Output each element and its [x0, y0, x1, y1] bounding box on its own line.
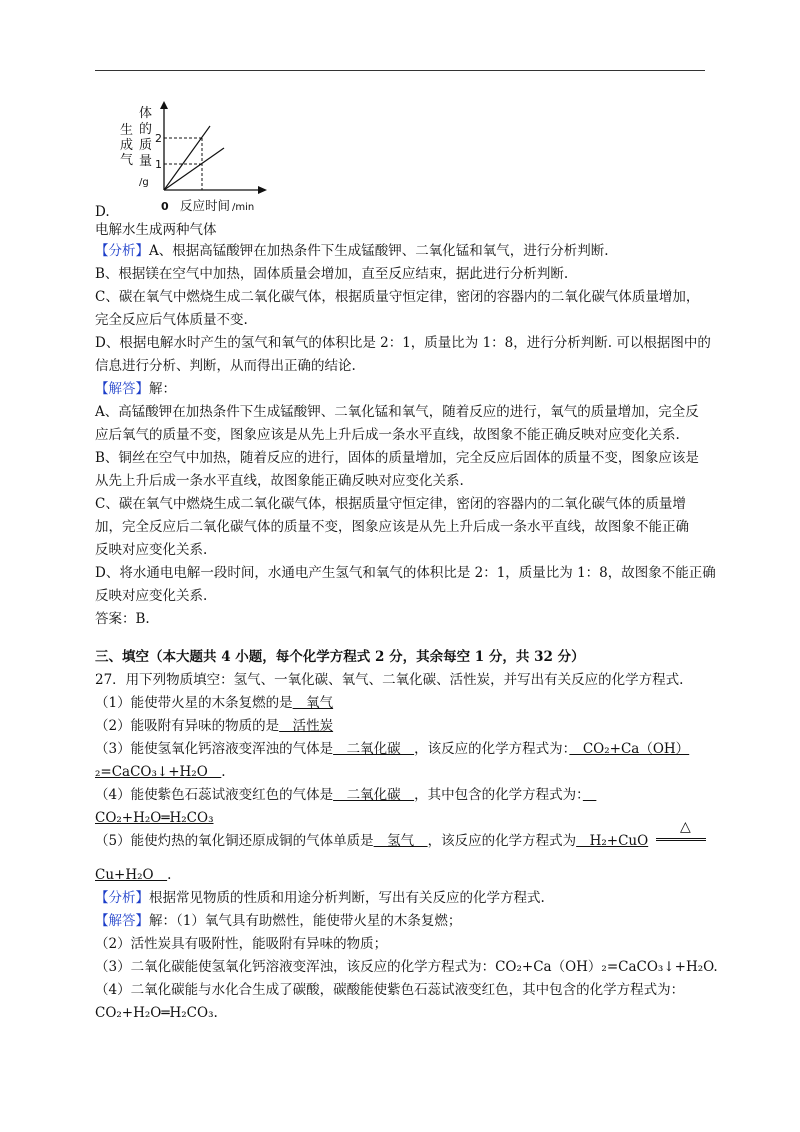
q3-end: .: [221, 764, 226, 780]
analysis-line-5: D、根据电解水时产生的氢气和氧气的体积比是 2：1，质量比为 1：8，进行分析判断. 可以根据图中的: [95, 335, 711, 351]
q4-equation: CO₂+H₂O═H₂CO₃: [95, 810, 214, 826]
ylabel-right-2: 质: [139, 138, 153, 153]
analysis-text-a: A、根据高锰酸钾在加热条件下生成锰酸钾、二氧化锰和氧气，进行分析判断.: [149, 243, 609, 259]
q27-solution-1: [95, 912, 710, 930]
question-27: 27．用下列物质填空：氢气、一氧化碳、氧气、二氧化碳、活性炭，并写出有关反应的化学方程式.: [95, 672, 684, 688]
ytick-1: 1: [155, 158, 162, 171]
q27-solution-2: （2）活性炭具有吸附性，能吸附有异味的物质；: [95, 936, 388, 952]
ylabel-left-1: 成: [120, 138, 134, 153]
q27-part-1: [95, 694, 710, 712]
q3-answer: 二氧化碳: [333, 741, 415, 757]
q5-equation-a: H₂+CuO: [576, 833, 649, 849]
q27-part-5: [95, 832, 710, 850]
solution-line-3: B、铜丝在空气中加热，随着反应的进行，固体的质量增加，完全反应后固体的质量不变，图象应该是: [95, 450, 699, 466]
q27-part-4-cont: [95, 809, 710, 827]
q3-mid: ，该反应的化学方程式为：: [414, 741, 570, 757]
section-heading: 三、填空（本大题共 4 小题，每个化学方程式 2 分，其余每空 1 分，共 32 分）: [95, 649, 585, 665]
q27-solution-text-1: 解：（1）氧气具有助燃性，能使带火星的木条复燃；: [149, 913, 462, 929]
analysis-tag: 【分析】: [95, 243, 149, 259]
analysis-line-2: B、根据镁在空气中加热，固体质量会增加，直至反应结束，据此进行分析判断.: [95, 266, 569, 282]
q27-solution-5: CO₂+H₂O═H₂CO₃.: [95, 1005, 218, 1021]
q4-blank: [583, 787, 597, 803]
q1-prompt: （1）能使带火星的木条复燃的是: [95, 695, 293, 711]
x-unit: /min: [232, 202, 255, 212]
q27-part-2: [95, 717, 710, 735]
q5-end: .: [167, 867, 172, 883]
q27-analysis-text: 根据常见物质的性质和用途分析判断，写出有关反应的化学方程式.: [149, 890, 545, 906]
q27-part-5-cont: [95, 866, 710, 884]
gas-mass-chart: [112, 100, 272, 212]
q27-part-3-cont: [95, 763, 710, 781]
q3-equation-a: CO₂+Ca（OH）: [569, 741, 690, 757]
ylabel-right-1: 的: [139, 122, 153, 137]
q4-mid: ，其中包含的化学方程式为：: [414, 787, 583, 803]
solution-line-9: 反映对应变化关系.: [95, 588, 208, 604]
y-unit: /g: [139, 177, 149, 188]
solution-line-6: 加，完全反应后二氧化碳气体的质量不变，图象应该是从先上升后成一条水平直线，故图象不能正确: [95, 519, 689, 535]
ytick-2: 2: [155, 132, 162, 145]
series-line-1: [164, 126, 210, 190]
solution-intro: 解：: [149, 381, 176, 397]
xlabel: 反应时间: [180, 198, 231, 212]
solution-line-7: 反映对应变化关系.: [95, 542, 208, 558]
solution-line-1: A、高锰酸钾在加热条件下生成锰酸钾、二氧化锰和氧气，随着反应的进行，氧气的质量增加，完全反: [95, 404, 699, 420]
ylabel-left-0: 生: [120, 123, 134, 138]
analysis-line-4: 完全反应后气体质量不变.: [95, 312, 248, 328]
q5-answer: 氢气: [373, 833, 428, 849]
q3-equation-b: ₂=CaCO₃↓+H₂O: [95, 764, 222, 780]
solution-line-0: [95, 380, 710, 398]
origin-label: 0: [161, 200, 169, 212]
heating-condition-icon: △: [680, 819, 691, 835]
q3-prompt: （3）能使氢氧化钙溶液变浑浊的气体是: [95, 741, 334, 757]
q27-part-4: [95, 786, 710, 804]
header-rule: [95, 70, 705, 71]
solution-line-2: 应后氧气的质量不变，图象应该是从先上升后成一条水平直线，故图象不能正确反映对应变化关系.: [95, 427, 680, 443]
solution-tag: 【解答】: [95, 381, 149, 397]
option-d-text: 电解水生成两种气体: [95, 222, 217, 238]
ylabel-right-0: 体: [139, 106, 153, 121]
q5-equation-b: Cu+H₂O: [95, 867, 168, 883]
q4-prompt: （4）能使紫色石蕊试液变红色的气体是: [95, 787, 334, 803]
solution-line-8: D、将水通电电解一段时间，水通电产生氢气和氧气的体积比是 2：1，质量比为 1：8，故图象不能正确: [95, 565, 716, 581]
x-axis-arrow: [258, 186, 267, 194]
ylabel-right-3: 量: [139, 154, 153, 169]
q1-answer: 氧气: [292, 695, 334, 711]
q27-analysis: [95, 889, 710, 907]
series-line-2: [164, 148, 224, 190]
option-d-label: D.: [95, 204, 110, 220]
answer-line: 答案：B.: [95, 611, 150, 627]
ylabel-left-2: 气: [120, 153, 134, 168]
y-axis-arrow: [160, 101, 168, 109]
q27-solution-4: （4）二氧化碳能与水化合生成了碳酸，碳酸能使紫色石蕊试液变红色，其中包含的化学方程式为：: [95, 982, 685, 998]
analysis-line-1: [95, 242, 710, 260]
q5-prompt: （5）能使灼热的氧化铜还原成铜的气体单质是: [95, 833, 374, 849]
q27-analysis-tag: 【分析】: [95, 890, 149, 906]
solution-line-4: 从先上升后成一条水平直线，故图象能正确反映对应变化关系.: [95, 473, 464, 489]
q2-prompt: （2）能吸附有异味的物质的是: [95, 718, 280, 734]
q27-solution-3: （3）二氧化碳能使氢氧化钙溶液变浑浊，该反应的化学方程式为：CO₂+Ca（OH）₂=CaCO₃↓+H₂O.: [95, 959, 718, 975]
q5-mid: ，该反应的化学方程式为: [427, 833, 577, 849]
q2-answer: 活性炭: [279, 718, 334, 734]
analysis-line-6: 信息进行分析、判断，从而得出正确的结论.: [95, 358, 356, 374]
analysis-line-3: C、碳在氧气中燃烧生成二氧化碳气体，根据质量守恒定律，密闭的容器内的二氧化碳气体质量增加，: [95, 289, 700, 305]
q4-answer: 二氧化碳: [333, 787, 415, 803]
equation-double-line: [656, 838, 706, 841]
q27-solution-tag: 【解答】: [95, 913, 149, 929]
solution-line-5: C、碳在氧气中燃烧生成二氧化碳气体，根据质量守恒定律，密闭的容器内的二氧化碳气体的质量增: [95, 496, 686, 512]
q27-part-3: [95, 740, 710, 758]
